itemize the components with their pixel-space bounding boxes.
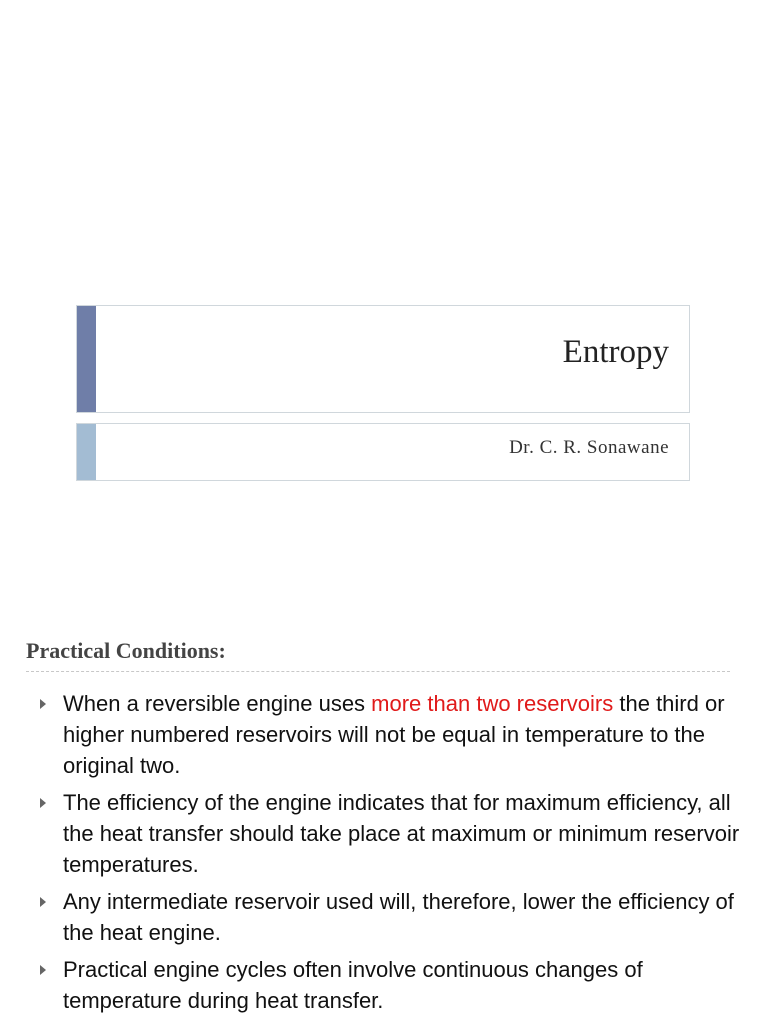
triangle-right-icon [40, 965, 46, 975]
bullet-text: When a reversible engine uses [63, 691, 372, 716]
bullet-text: the third or higher numbered reservoirs will not be equal in temperature to the original two. [63, 691, 725, 778]
bullet-item [40, 787, 752, 880]
bullet-text: Any intermediate reservoir used will, therefore, lower the efficiency of the heat engine. [63, 889, 734, 945]
triangle-right-icon [40, 699, 46, 709]
section-heading: Practical Conditions: [26, 638, 226, 663]
title-placeholder [76, 305, 690, 413]
highlighted-text: more than two reservoirs [371, 691, 614, 716]
bullet-item [40, 954, 752, 1016]
subtitle-placeholder [76, 423, 690, 481]
title-accent-bar [77, 306, 96, 412]
heading-divider [26, 671, 730, 672]
triangle-right-icon [40, 798, 46, 808]
bullet-item [40, 688, 752, 781]
slide-title: Entropy [562, 334, 669, 370]
bullet-item [40, 886, 752, 948]
triangle-right-icon [40, 897, 46, 907]
slide-author: Dr. C. R. Sonawane [509, 437, 669, 458]
bullet-list [40, 688, 752, 1022]
subtitle-accent-bar [77, 424, 96, 480]
bullet-text: The efficiency of the engine indicates that for maximum efficiency, all the heat transfer should take place at maximum or minimum reservoir temperatures. [63, 790, 740, 877]
bullet-text: Practical engine cycles often involve continuous changes of temperature during heat transfer. [63, 957, 643, 1013]
